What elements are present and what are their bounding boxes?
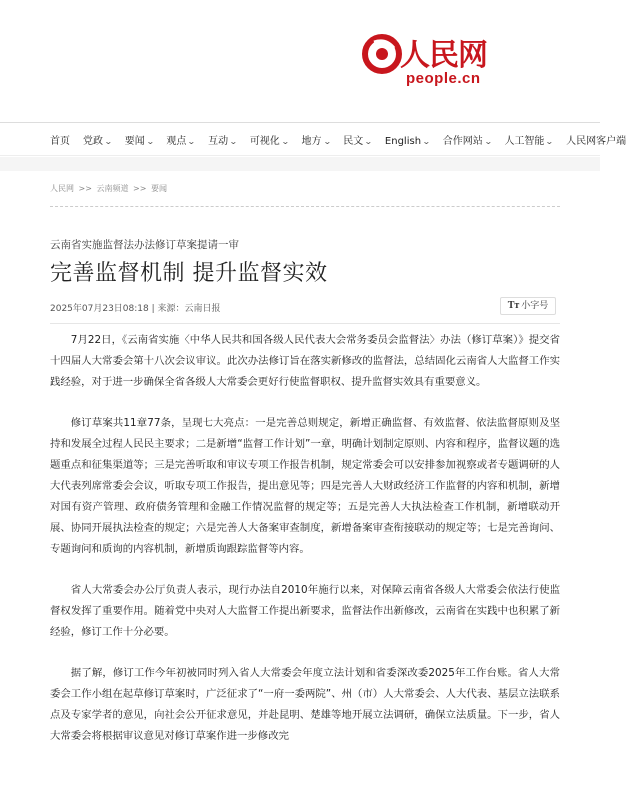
font-size-icon: Tт <box>507 300 520 311</box>
chevron-down-icon: ⌄ <box>422 137 431 146</box>
article-title: 完善监督机制 提升监督实效 <box>50 261 328 286</box>
site-header <box>0 0 600 120</box>
nav-item-label: 人工智能 <box>504 136 545 147</box>
chevron-down-icon: ⌄ <box>145 137 155 146</box>
people-logo-mark-icon <box>362 34 402 74</box>
breadcrumb-separator: >> <box>133 184 147 193</box>
article-subtitle: 云南省实施监督法办法修订草案提请一审 <box>50 239 239 251</box>
breadcrumb-item-section[interactable]: 要闻 <box>151 184 167 193</box>
header-band <box>0 157 600 171</box>
font-size-toggle-button[interactable] <box>500 297 556 315</box>
article-paragraph: 据了解，修订工作今年初被同时列入省人大常委会年度立法计划和省委深改委2025年工作台账。省人大常委会工作小组在起草修订草案时，广泛征求了“一府一委两院”、州（市）人大常委会、人大代表、基层立法联系点及专家学者的意见，向社会公开征求意见，并赴昆明、楚雄等地开展立法调研，确保立法质量。下一步，省人大常委会将根据审议意见对修订草案作进一步修改完 <box>50 667 560 742</box>
chevron-down-icon: ⌄ <box>187 137 197 146</box>
nav-item[interactable] <box>83 132 112 147</box>
nav-item-label: 人民网客户端 <box>566 136 627 147</box>
breadcrumb-separator: >> <box>78 184 92 193</box>
main-nav <box>0 122 627 156</box>
logo-text: 人民网 <box>400 38 487 73</box>
nav-item[interactable] <box>385 136 430 147</box>
nav-item[interactable] <box>302 132 331 147</box>
nav-item-label: 党政 <box>83 136 103 147</box>
breadcrumb-item-channel[interactable]: 云南频道 <box>96 184 129 193</box>
nav-item-label: 可视化 <box>249 136 280 147</box>
nav-item-label: 地方 <box>301 136 322 147</box>
nav-item-label: 民文 <box>343 136 364 147</box>
nav-item[interactable] <box>443 132 492 147</box>
article-body <box>50 330 560 767</box>
article-source-link[interactable]: 云南日报 <box>184 304 221 314</box>
breadcrumb-item-home[interactable]: 人民网 <box>50 184 74 193</box>
nav-item-label: 互动 <box>208 136 229 147</box>
nav-item[interactable] <box>504 132 553 147</box>
article-paragraph: 省人大常委会办公厅负责人表示，现行办法自2010年施行以来，对保障云南省各级人大常委会依法行使监督权发挥了重要作用。随着党中央对人大监督工作提出新要求，监督法作出新修改，云南省在实践中也积累了新经验，修订工作十分必要。 <box>50 584 560 638</box>
font-size-label: 小字号 <box>521 301 549 311</box>
chevron-down-icon: ⌄ <box>545 137 555 146</box>
breadcrumb <box>50 183 167 194</box>
chevron-down-icon: ⌄ <box>280 137 290 146</box>
breadcrumb-divider <box>50 206 560 207</box>
site-logo[interactable] <box>362 30 492 90</box>
meta-divider: | <box>151 304 158 314</box>
source-prefix: 来源： <box>157 304 185 314</box>
nav-item[interactable] <box>566 132 626 147</box>
logo-domain: people.cn <box>406 70 481 87</box>
article-paragraph: 7月22日，《云南省实施〈中华人民共和国各级人民代表大会常务委员会监督法〉办法（修订草案）》提交省十四届人大常委会第十八次会议审议。此次办法修订旨在落实新修改的监督法，总结固化云南省人大监督工作实践经验，对于进一步确保全省各级人大常委会更好行使监督职权、提升监督实效具有重要意义。 <box>50 334 560 388</box>
chevron-down-icon: ⌄ <box>483 137 493 146</box>
chevron-down-icon: ⌄ <box>364 137 373 146</box>
chevron-down-icon: ⌄ <box>229 137 238 146</box>
nav-item[interactable] <box>250 132 289 147</box>
nav-item[interactable] <box>343 132 372 147</box>
meta-divider-line <box>50 323 560 324</box>
nav-item-label: 观点 <box>166 136 187 147</box>
article-meta <box>50 301 221 314</box>
chevron-down-icon: ⌄ <box>103 137 113 146</box>
nav-item[interactable] <box>208 132 237 147</box>
article-datetime: 2025年07月23日08:18 <box>50 304 149 314</box>
nav-item-label: 合作网站 <box>442 136 483 147</box>
nav-item-label: 要闻 <box>124 136 145 147</box>
chevron-down-icon: ⌄ <box>322 137 332 146</box>
nav-item[interactable] <box>125 132 154 147</box>
nav-list <box>50 132 639 147</box>
nav-item-label: English <box>384 136 422 147</box>
article-paragraph: 修订草案共11章77条，呈现七大亮点：一是完善总则规定，新增正确监督、有效监督、依法监督原则及坚持和发展全过程人民民主要求；二是新增“监督工作计划”一章，明确计划制定原则、内容和程序，监督议题的选题重点和征集渠道等；三是完善听取和审议专项工作报告机制，规定常委会可以安排参加视察或者专题调研的人大代表列席常委会会议，听取专项工作报告，提出意见等；四是完善人大财政经济工作监督的内容和机制，新增对国有资产管理、政府债务管理和金融工作情况监督的规定等；五是完善人大执法检查工作机制，新增联动开展、协同开展执法检查的规定；六是完善人大备案审查制度，新增备案审查衔接联动的规定等；七是完善询问、专题询问和质询的内容机制，新增质询跟踪监督等内容。 <box>50 417 560 555</box>
nav-item-label: 首页 <box>50 136 70 147</box>
nav-item[interactable] <box>166 132 195 147</box>
nav-item[interactable] <box>50 132 70 147</box>
